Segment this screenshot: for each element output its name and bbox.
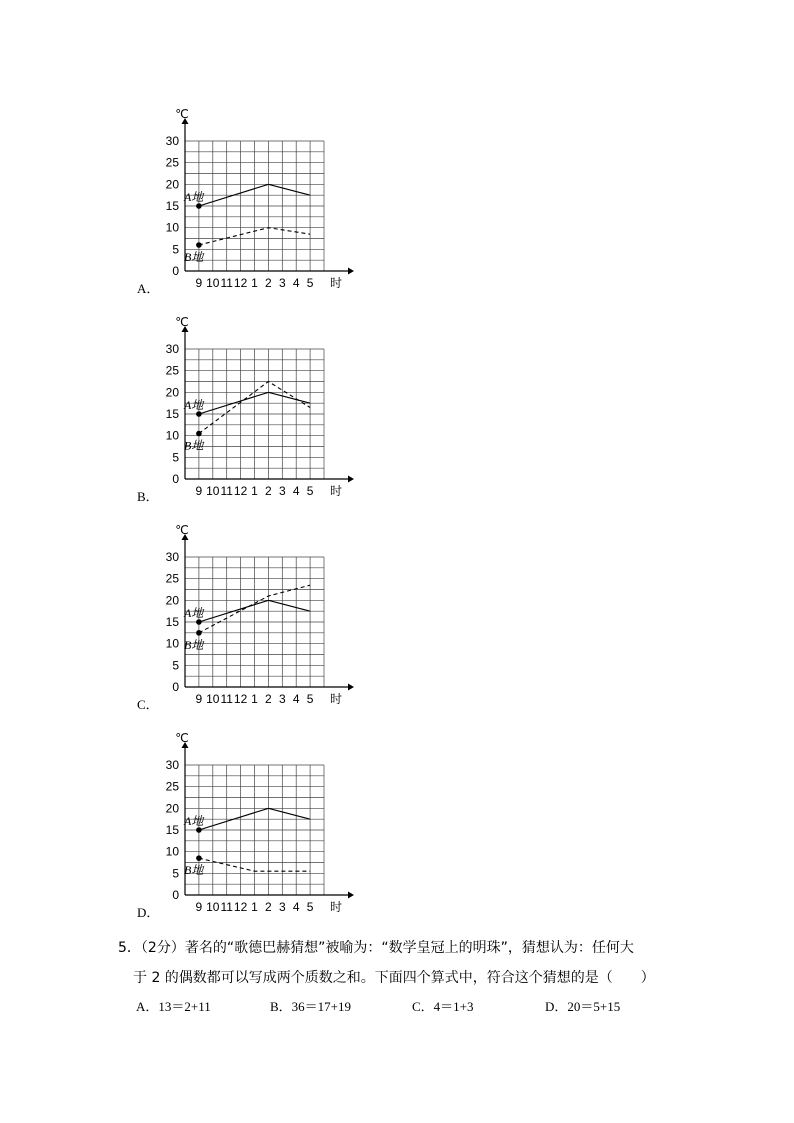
x-tick-label: 11: [220, 276, 233, 290]
y-tick-label: 5: [172, 658, 179, 673]
x-tick-label: 4: [292, 692, 300, 706]
x-tick-label: 12: [233, 900, 248, 914]
series-b-label: B地: [184, 637, 204, 652]
x-tick-label: 10: [206, 484, 220, 498]
y-tick-label: 5: [172, 450, 179, 465]
series-b-label: B地: [184, 863, 204, 878]
y-tick-label: 30: [165, 550, 179, 564]
y-tick-label: 10: [165, 844, 179, 859]
x-tick-label: 2: [265, 484, 272, 498]
y-tick-label: 0: [172, 472, 179, 486]
x-axis-arrow: [348, 268, 354, 275]
y-tick-label: 10: [165, 428, 179, 443]
x-axis-arrow: [348, 476, 354, 483]
series-b-start-point: [196, 630, 202, 636]
choice-a[interactable]: A．13＝2+11: [136, 999, 211, 1014]
x-tick-label: 1: [251, 900, 258, 914]
y-tick-label: 0: [172, 888, 179, 902]
series-b-start-point: [196, 242, 202, 248]
series-a-label: A地: [184, 606, 204, 620]
x-tick-label: 3: [278, 484, 286, 498]
y-unit-label: ℃: [175, 523, 189, 537]
y-tick-label: 5: [172, 242, 179, 257]
y-tick-label: 10: [165, 636, 179, 651]
y-tick-label: 25: [165, 155, 179, 170]
y-unit-label: ℃: [175, 107, 189, 121]
series-a-start-point: [196, 827, 202, 833]
y-tick-label: 15: [165, 615, 179, 629]
x-tick-label: 5: [306, 692, 314, 706]
y-tick-label: 5: [172, 866, 179, 881]
option-label-b: B．: [137, 489, 159, 504]
choice-c[interactable]: C．4＝1+3: [412, 999, 474, 1014]
option-label-a: A．: [137, 281, 160, 296]
y-tick-label: 0: [172, 680, 179, 694]
option-label-c: C．: [137, 697, 159, 712]
y-tick-label: 20: [165, 801, 179, 816]
x-tick-label: 1: [251, 484, 258, 498]
temperature-chart-a: [150, 100, 370, 300]
y-tick-label: 15: [165, 199, 179, 213]
x-tick-label: 10: [206, 276, 220, 290]
y-unit-label: ℃: [175, 731, 189, 745]
x-tick-label: 11: [220, 692, 233, 706]
y-tick-label: 25: [165, 779, 179, 794]
question-5-line-2: 于 2 的偶数都可以写成两个质数之和。下面四个算式中，符合这个猜想的是（ ）: [133, 970, 655, 986]
x-tick-label: 3: [278, 276, 286, 290]
x-axis-arrow: [348, 892, 354, 899]
y-tick-label: 15: [165, 407, 179, 421]
temperature-chart-b: [150, 308, 370, 508]
x-tick-label: 11: [220, 900, 233, 914]
x-unit-label: 时: [329, 692, 343, 706]
series-a-start-point: [196, 203, 202, 209]
y-tick-label: 30: [165, 134, 179, 148]
x-tick-label: 9: [195, 900, 203, 914]
y-unit-label: ℃: [175, 315, 189, 329]
y-tick-label: 15: [165, 823, 179, 837]
y-tick-label: 25: [165, 571, 179, 586]
series-b-start-point: [196, 855, 202, 861]
y-tick-label: 10: [165, 220, 179, 235]
x-tick-label: 9: [195, 484, 203, 498]
x-tick-label: 4: [292, 484, 300, 498]
x-tick-label: 12: [233, 692, 248, 706]
x-tick-label: 5: [306, 900, 314, 914]
x-tick-label: 9: [195, 276, 203, 290]
x-tick-label: 2: [265, 692, 272, 706]
y-tick-label: 30: [165, 758, 179, 772]
x-tick-label: 5: [306, 276, 314, 290]
series-a-label: A地: [184, 814, 204, 828]
x-tick-label: 11: [220, 484, 233, 498]
x-tick-label: 12: [233, 276, 248, 290]
choice-d[interactable]: D．20＝5+15: [545, 999, 621, 1014]
y-tick-label: 20: [165, 593, 179, 608]
choice-b[interactable]: B．36＝17+19: [270, 999, 352, 1014]
x-tick-label: 3: [278, 900, 286, 914]
x-unit-label: 时: [329, 276, 343, 290]
x-tick-label: 9: [195, 692, 203, 706]
x-tick-label: 4: [292, 276, 300, 290]
x-tick-label: 4: [292, 900, 300, 914]
x-tick-label: 1: [251, 692, 258, 706]
y-tick-label: 20: [165, 177, 179, 192]
series-b-start-point: [196, 431, 202, 437]
temperature-chart-c: [150, 516, 370, 716]
series-a-label: A地: [184, 190, 204, 204]
series-a-start-point: [196, 411, 202, 417]
question-5-line-1: 5．（2分）著名的“歌德巴赫猜想”被喻为：“数学皇冠上的明珠”，猜想认为：任何大: [118, 940, 634, 956]
x-tick-label: 10: [206, 692, 220, 706]
y-tick-label: 30: [165, 342, 179, 356]
option-label-d: D．: [137, 905, 160, 920]
x-tick-label: 10: [206, 900, 220, 914]
y-tick-label: 20: [165, 385, 179, 400]
x-tick-label: 2: [265, 276, 272, 290]
x-tick-label: 12: [233, 484, 248, 498]
x-unit-label: 时: [329, 900, 343, 914]
series-a-label: A地: [184, 398, 204, 412]
series-b-label: B地: [184, 250, 204, 264]
x-axis-arrow: [348, 684, 354, 691]
question-5: [118, 933, 698, 993]
series-a-start-point: [196, 619, 202, 625]
x-tick-label: 5: [306, 484, 314, 498]
y-tick-label: 0: [172, 264, 179, 278]
x-unit-label: 时: [329, 484, 343, 498]
x-tick-label: 1: [251, 276, 258, 290]
y-tick-label: 25: [165, 363, 179, 378]
x-tick-label: 3: [278, 692, 286, 706]
temperature-chart-d: [150, 724, 370, 924]
x-tick-label: 2: [265, 900, 272, 914]
series-b-label: B地: [184, 438, 204, 453]
